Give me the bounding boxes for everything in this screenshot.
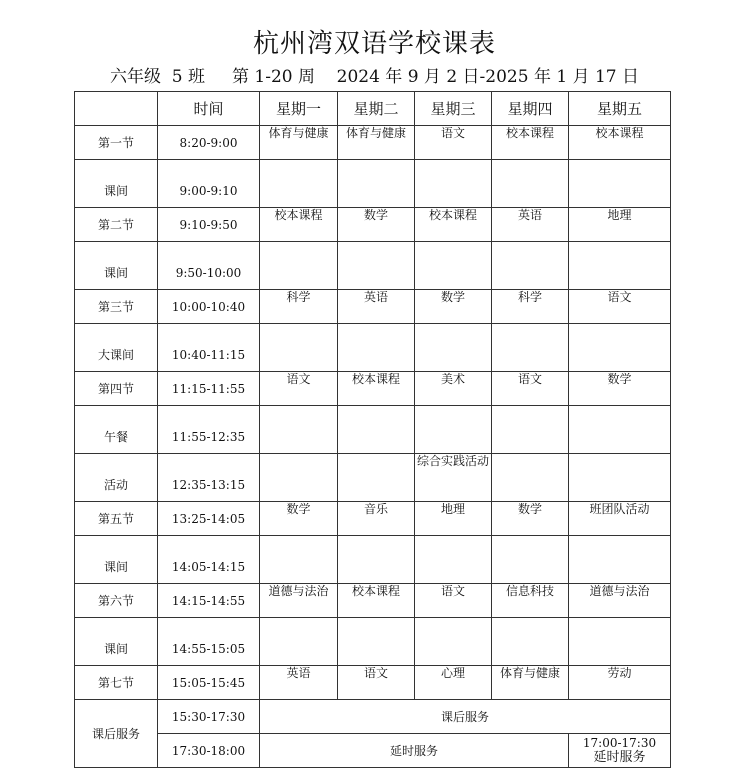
subject-cell: 信息科技 xyxy=(492,584,569,618)
corner-cell xyxy=(75,92,158,126)
period-time: 15:05-15:45 xyxy=(158,666,260,700)
period-time: 8:20-9:00 xyxy=(158,126,260,160)
subject-cell xyxy=(415,536,492,584)
period-time: 10:40-11:15 xyxy=(158,324,260,372)
subject-cell xyxy=(260,618,338,666)
subject-cell: 语文 xyxy=(260,372,338,406)
subject-cell: 地理 xyxy=(415,502,492,536)
period-time: 14:15-14:55 xyxy=(158,584,260,618)
lesson-row xyxy=(75,290,671,324)
extended-service-row xyxy=(75,734,671,768)
after-school-service: 课后服务 xyxy=(260,700,671,734)
subject-cell xyxy=(569,536,671,584)
lesson-row xyxy=(75,208,671,242)
period-label: 课间 xyxy=(75,160,158,208)
period-time: 13:25-14:05 xyxy=(158,502,260,536)
header-day: 星期二 xyxy=(338,92,415,126)
subject-cell: 科学 xyxy=(260,290,338,324)
break-row xyxy=(75,536,671,584)
subject-cell xyxy=(338,324,415,372)
period-time: 9:10-9:50 xyxy=(158,208,260,242)
subject-cell: 校本课程 xyxy=(338,372,415,406)
subject-cell xyxy=(338,160,415,208)
subject-cell xyxy=(415,406,492,454)
subject-cell xyxy=(260,536,338,584)
subject-cell: 校本课程 xyxy=(415,208,492,242)
period-label: 活动 xyxy=(75,454,158,502)
subject-cell: 校本课程 xyxy=(338,584,415,618)
break-row xyxy=(75,160,671,208)
subject-cell xyxy=(415,618,492,666)
period-time: 9:50-10:00 xyxy=(158,242,260,290)
subject-cell: 心理 xyxy=(415,666,492,700)
subject-cell xyxy=(492,160,569,208)
subject-cell: 道德与法治 xyxy=(569,584,671,618)
subject-cell xyxy=(569,406,671,454)
period-label: 第一节 xyxy=(75,126,158,160)
subject-cell: 美术 xyxy=(415,372,492,406)
period-label: 课间 xyxy=(75,242,158,290)
period-label: 午餐 xyxy=(75,406,158,454)
subject-cell xyxy=(415,324,492,372)
subject-cell xyxy=(415,160,492,208)
subject-cell: 数学 xyxy=(338,208,415,242)
period-time: 9:00-9:10 xyxy=(158,160,260,208)
subject-cell xyxy=(260,454,338,502)
timetable xyxy=(74,91,671,768)
subject-cell: 校本课程 xyxy=(260,208,338,242)
extended-service-time: 17:30-18:00 xyxy=(158,734,260,768)
subject-cell xyxy=(338,536,415,584)
subject-cell xyxy=(569,454,671,502)
subject-cell: 班团队活动 xyxy=(569,502,671,536)
subject-cell xyxy=(492,324,569,372)
subject-cell xyxy=(338,406,415,454)
subject-cell xyxy=(569,242,671,290)
subject-cell: 数学 xyxy=(415,290,492,324)
subject-cell: 数学 xyxy=(260,502,338,536)
subject-cell: 劳动 xyxy=(569,666,671,700)
subject-cell xyxy=(260,160,338,208)
subject-cell: 校本课程 xyxy=(569,126,671,160)
lesson-row xyxy=(75,126,671,160)
subject-cell: 语文 xyxy=(338,666,415,700)
header-day: 星期一 xyxy=(260,92,338,126)
period-time: 14:05-14:15 xyxy=(158,536,260,584)
lesson-row xyxy=(75,372,671,406)
break-row xyxy=(75,454,671,502)
period-label: 第六节 xyxy=(75,584,158,618)
period-label: 第二节 xyxy=(75,208,158,242)
subject-cell xyxy=(415,242,492,290)
lesson-row xyxy=(75,666,671,700)
lesson-row xyxy=(75,584,671,618)
subject-cell: 语文 xyxy=(415,584,492,618)
subject-cell xyxy=(338,242,415,290)
period-time: 10:00-10:40 xyxy=(158,290,260,324)
header-row xyxy=(75,92,671,126)
period-time: 14:55-15:05 xyxy=(158,618,260,666)
subject-cell: 地理 xyxy=(569,208,671,242)
header-day: 星期三 xyxy=(415,92,492,126)
subject-cell: 体育与健康 xyxy=(338,126,415,160)
subject-cell: 英语 xyxy=(338,290,415,324)
break-row xyxy=(75,242,671,290)
subject-cell xyxy=(260,406,338,454)
friday-extended-service xyxy=(569,734,671,768)
subject-cell xyxy=(492,618,569,666)
period-label: 第四节 xyxy=(75,372,158,406)
subject-cell xyxy=(492,454,569,502)
period-label: 第五节 xyxy=(75,502,158,536)
subject-cell: 综合实践活动 xyxy=(415,454,492,502)
subject-cell: 科学 xyxy=(492,290,569,324)
subject-cell: 数学 xyxy=(492,502,569,536)
subject-cell xyxy=(569,160,671,208)
header-day: 星期四 xyxy=(492,92,569,126)
subject-cell: 道德与法治 xyxy=(260,584,338,618)
friday-extended-time: 17:00-17:30 xyxy=(582,736,657,750)
period-label: 大课间 xyxy=(75,324,158,372)
subject-cell xyxy=(260,242,338,290)
period-time: 12:35-13:15 xyxy=(158,454,260,502)
subject-cell xyxy=(338,454,415,502)
period-label: 课间 xyxy=(75,618,158,666)
subject-cell xyxy=(338,618,415,666)
schedule-info: 六年级 5 班 第 1-20 周 2024 年 9 月 2 日-2025 年 1 月 17 日 xyxy=(109,67,640,87)
subject-cell: 语文 xyxy=(492,372,569,406)
subject-cell xyxy=(492,242,569,290)
subject-cell: 体育与健康 xyxy=(260,126,338,160)
subject-cell xyxy=(569,618,671,666)
subject-cell: 语文 xyxy=(415,126,492,160)
subject-cell: 音乐 xyxy=(338,502,415,536)
subject-cell xyxy=(569,324,671,372)
page-title: 杭州湾双语学校课表 xyxy=(252,29,496,59)
header-day: 星期五 xyxy=(569,92,671,126)
after-school-label: 课后服务 xyxy=(75,700,158,768)
friday-extended-text: 延时服务 xyxy=(593,750,646,765)
period-label: 第三节 xyxy=(75,290,158,324)
break-row xyxy=(75,618,671,666)
after-school-time: 15:30-17:30 xyxy=(158,700,260,734)
subject-cell: 英语 xyxy=(260,666,338,700)
after-school-row xyxy=(75,700,671,734)
period-time: 11:15-11:55 xyxy=(158,372,260,406)
header-time: 时间 xyxy=(158,92,260,126)
lesson-row xyxy=(75,502,671,536)
period-label: 课间 xyxy=(75,536,158,584)
subject-cell: 英语 xyxy=(492,208,569,242)
subject-cell: 数学 xyxy=(569,372,671,406)
subject-cell xyxy=(492,536,569,584)
period-label: 第七节 xyxy=(75,666,158,700)
subject-cell: 体育与健康 xyxy=(492,666,569,700)
break-row xyxy=(75,406,671,454)
break-row xyxy=(75,324,671,372)
subject-cell: 语文 xyxy=(569,290,671,324)
subject-cell xyxy=(492,406,569,454)
extended-service: 延时服务 xyxy=(260,734,569,768)
subject-cell xyxy=(260,324,338,372)
subject-cell: 校本课程 xyxy=(492,126,569,160)
period-time: 11:55-12:35 xyxy=(158,406,260,454)
